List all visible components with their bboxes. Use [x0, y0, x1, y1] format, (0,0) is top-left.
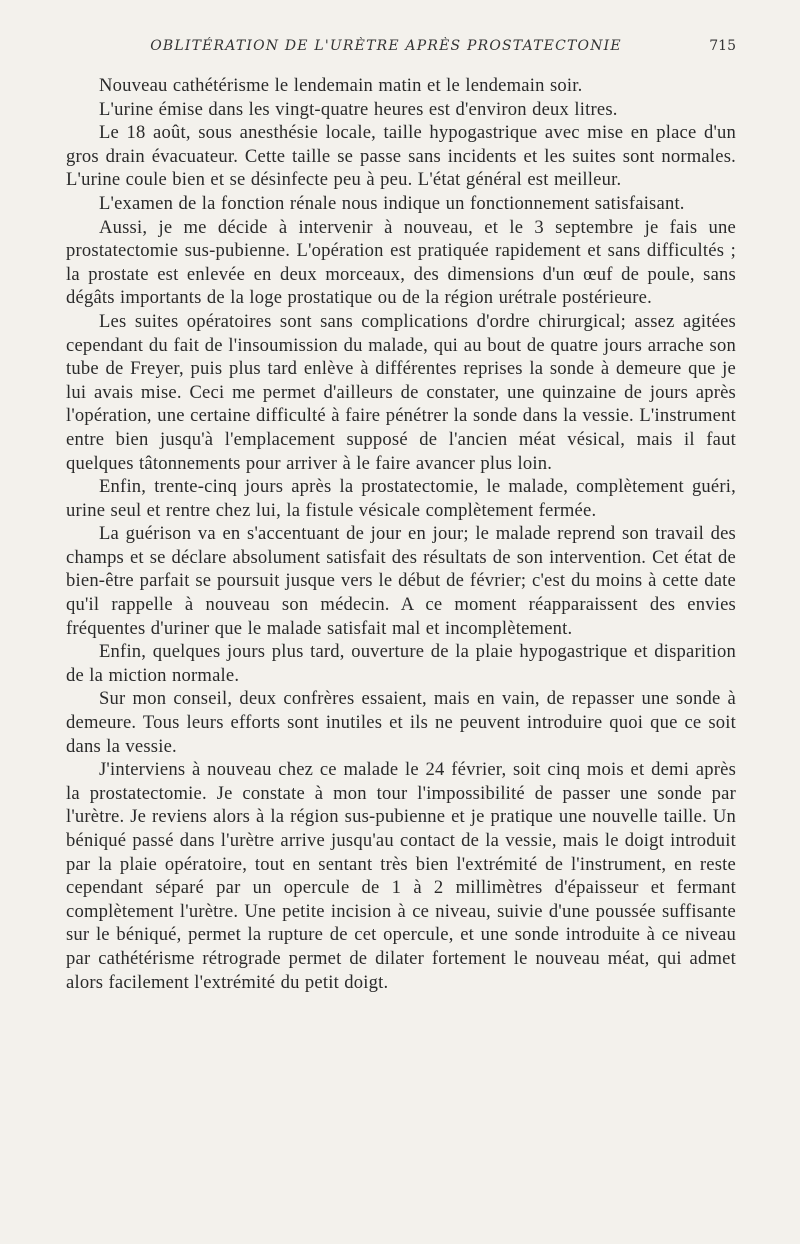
paragraph: L'urine émise dans les vingt-quatre heures est d'environ deux litres. — [99, 98, 618, 120]
running-title: OBLITÉRATION DE L'URÈTRE APRÈS PROSTATECTONIE — [150, 38, 622, 54]
page-number: 715 — [709, 38, 736, 54]
paragraph: Aussi, je me décide à intervenir à nouveau, et le 3 septembre je fais une prostatectomie sus-pubienne. L'opération est pratiquée rapidement et sans difficultés ; la prostate est enlevée en deux morceaux, des dimensions d'un œuf de poule, sans dégâts importants de la loge prostatique ou de la région urétrale postérieure. — [66, 216, 736, 309]
paragraph: Sur mon conseil, deux confrères essaient, mais en vain, de repasser une sonde à demeure. Tous leurs efforts sont inutiles et ils ne peuvent introduire quoi que ce soit dans la vessie. — [66, 688, 736, 757]
running-head — [66, 38, 736, 62]
paragraph: La guérison va en s'accentuant de jour en jour; le malade reprend son travail des champs et se déclare absolument satisfait des résultats de son intervention. Cet état de bien-être parfait se poursuit jusque vers le début de février; c'est du moins à cette date qu'il rappelle à nouveau son médecin. A ce moment réapparaissent des envies fréquentes d'uriner que le malade satisfait mal et incomplètement. — [66, 523, 736, 639]
body-text — [66, 74, 736, 994]
paragraph: Enfin, trente-cinq jours après la prostatectomie, le malade, complètement guéri, urine seul et rentre chez lui, la fistule vésicale complètement fermée. — [66, 476, 736, 521]
paragraph: Le 18 août, sous anesthésie locale, taille hypogastrique avec mise en place d'un gros drain évacuateur. Cette taille se passe sans incidents et les suites sont normales. L'urine coule bien et se désinfecte peu à peu. L'état général est meilleur. — [66, 122, 736, 191]
paragraph: Les suites opératoires sont sans complications d'ordre chirurgical; assez agitées cependant du fait de l'insoumission du malade, qui au bout de quatre jours arrache son tube de Freyer, puis plus tard enlève à différentes reprises la sonde à demeure que je lui avais mise. Ceci me permet d'ailleurs de constater, une quinzaine de jours après l'opération, une certaine difficulté à faire pénétrer la sonde dans la vessie. L'instrument entre bien jusqu'à l'emplacement supposé de l'ancien méat vésical, mais il faut quelques tâtonnements pour arriver à le faire avancer plus loin. — [66, 310, 736, 474]
paragraph: J'interviens à nouveau chez ce malade le 24 février, soit cinq mois et demi après la prostatectomie. Je constate à mon tour l'impossibilité de passer une sonde par l'urètre. Je reviens alors à la région sus-pubienne et je pratique une nouvelle taille. Un béniqué passé dans l'urètre arrive jusqu'au contact de la vessie, mais le doigt introduit par la plaie opératoire, tout en sentant très bien l'extrémité de l'instrument, en reste cependant séparé par un opercule de 1 à 2 millimètres d'épaisseur et fermant complètement l'urètre. Une petite incision à ce niveau, suivie d'une poussée suffisante sur le béniqué, permet la rupture de cet opercule, et une sonde introduite à ce niveau par cathétérisme rétrograde permet de dilater fortement le nouveau méat, qui admet alors facilement l'extrémité du petit doigt. — [66, 759, 736, 993]
paragraph: L'examen de la fonction rénale nous indique un fonctionnement satisfaisant. — [99, 192, 685, 214]
paragraph: Enfin, quelques jours plus tard, ouverture de la plaie hypogastrique et disparition de la miction normale. — [66, 641, 736, 686]
paragraph: Nouveau cathétérisme le lendemain matin et le lendemain soir. — [99, 75, 583, 96]
